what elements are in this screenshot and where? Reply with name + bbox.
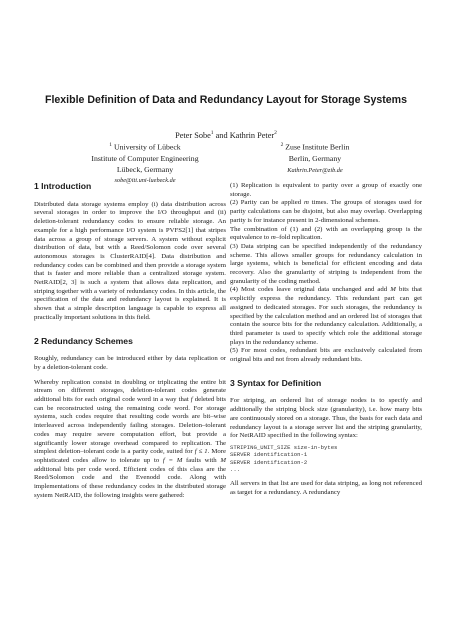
s2-p2-text-d: faults with (182, 456, 221, 464)
aff-right-line2: Berlin, Germany (288, 153, 342, 163)
right-column (230, 182, 422, 497)
author-1: Peter Sobe (175, 130, 211, 140)
aff-right-line1: Zuse Institute Berlin (283, 142, 350, 152)
author-and: and (213, 130, 230, 140)
author-1-sup: 1 (210, 130, 214, 136)
s2-p2-text-e: additional bits per code word. Efficient codes of this class are the Reed/Solomon code and the Evenodd code. Along with implementations of these redundancy codes in the distributed storage system NetRAID, the following insights were gathered: (34, 465, 226, 499)
insight-comb-math-m: m (270, 234, 276, 242)
author-line (0, 130, 452, 140)
author-2-sup: 2 (274, 130, 277, 136)
insight-2-text-a: (2) Parity can be applied (230, 199, 304, 207)
s2-p2-math-m: M (220, 456, 226, 464)
section-3-paragraph-2: All servers in that list are used for data striping, as long not referenced as target for a redundancy. A redundancy (230, 479, 422, 496)
s2-p2-math-fm: f = M (162, 456, 183, 464)
insight-2-text-b: times. The groups of storages used for parity calculations can be disjoint, but also may overlap. Overlapping parity is for instance present in 2-dimensional schemes. (230, 199, 422, 224)
section-1-heading: 1 Introduction (34, 181, 92, 191)
aff-left-line3: Lübeck, Germany (116, 164, 174, 174)
aff-right-sup: 2 (280, 142, 284, 148)
author-2: Kathrin Peter (229, 130, 275, 140)
insight-4-text-a: (4) Most codes leave original data unchanged and add (230, 286, 391, 294)
section-1-paragraph: Distributed data storage systems employ (i) data distribution across several storages in order to improve the I/O throughput and (ii) deletion-tolerant redundancy codes to ensure reliable storage. An example for a high performance I/O system is PVFS2[1] that stripes data across a group of storage servers. A system without explicit distribution of data, but with a Reed/Solomon code over several autonomous storages is ClusterRAID[4]. Data distribution and redundancy codes can be combined and then provide a storage system that is faster and more reliable than a centralized storage system. NetRAID[2, 3] is such a system that allows data replication, and striping together with a variety of redundancy codes. In this article, the specification of the data and redundancy layout is explained. It is shown that a simple description language is capable to express all practically important solutions in this field. (34, 200, 226, 321)
aff-right-email: Kathrin.Peter@zib.de (287, 166, 343, 174)
s2-p2-math-f2: f ≤ 1 (194, 448, 208, 456)
aff-left-email: sobe@iti.uni-luebeck.de (114, 176, 176, 184)
s2-p2-math-f: f (190, 396, 193, 404)
affiliation-right (250, 140, 380, 176)
insight-3: (3) Data striping can be specified independently of the redundancy scheme. This allows smaller groups for redundancy calculation in large systems, which is beneficial for efficient encoding and data recovery. Also the granularity of striping is independent from the granularity of the coding method. (230, 242, 422, 285)
insight-2 (230, 199, 422, 225)
s2-p2-text-c: . More sophisticated codes allow to tolerate up to (34, 448, 226, 464)
affiliation-left (70, 140, 220, 186)
left-column (34, 182, 226, 501)
aff-left-sup: 1 (109, 142, 113, 148)
section-3-paragraph-1: For striping, an ordered list of storage nodes is to specify and additionally the striping block size (granularity), i.e. how many bits are continuously stored on a storage. Thus, the basis for each data and redundancy layout is a storage server list and the striping granularity, for NetRAID specified in the following syntax: (230, 397, 422, 440)
aff-left-line2: Institute of Computer Engineering (91, 153, 199, 163)
section-2-paragraph-1: Roughly, redundancy can be introduced either by data replication or by a deletion-tolerant code. (34, 355, 226, 371)
syntax-code-block: STRIPING_UNIT_SIZE size-in-bytes SERVER identification-1 SERVER identification-2 ... (230, 443, 338, 474)
paper-title: Flexible Definition of Data and Redundancy Layout for Storage Systems (44, 94, 407, 106)
aff-left-line1: University of Lübeck (112, 142, 181, 152)
s2-p2-text-a: Whereby replication consist in doubling or triplicating the entire bit stream on different storages, deletion-tolerant codes generate additional bits for each original code word in a way that (34, 378, 226, 404)
insight-4-text-b: bits that explicitly express the redundancy. This redundant part can get assigned to dedicated storages. For such storages, the redundancy is specified by the calculation method and an ordered list of storages that contain the source bits for the redundancy calculation. Additionally, a third parameter is used to specify which role the additional storage plays in the redundancy scheme. (230, 286, 423, 346)
section-2-paragraph-2 (34, 379, 226, 501)
insight-4-math-m: M (390, 286, 396, 294)
insight-combination (230, 226, 422, 243)
insight-5: (5) For most codes, redundant bits are exclusively calculated from original bits and not from already redundant bits. (230, 347, 422, 364)
insight-4 (230, 286, 422, 347)
insight-1: (1) Replication is equivalent to parity over a group of exactly one storage. (230, 182, 422, 198)
insight-comb-text-b: –fold replication. (275, 234, 323, 242)
insight-2-math-m: m (303, 199, 309, 207)
section-3-heading: 3 Syntax for Definition (230, 377, 322, 388)
section-2-heading: 2 Redundancy Schemes (34, 335, 133, 346)
s2-p2-text-b: deleted bits can be reconstructed using the remaining code word. For storage systems, such codes require that resulting code words are bit–wise interleaved across independently failing storages. Deletion–tolerant codes may require severe computation effort, but provide a significantly lower storage overhead compared to replication. The simplest deletion–tolerant code is a parity code, suited for (34, 396, 226, 456)
insight-comb-text-a: The combination of (1) and (2) with an overlapping group is the equivalence to (230, 225, 422, 242)
